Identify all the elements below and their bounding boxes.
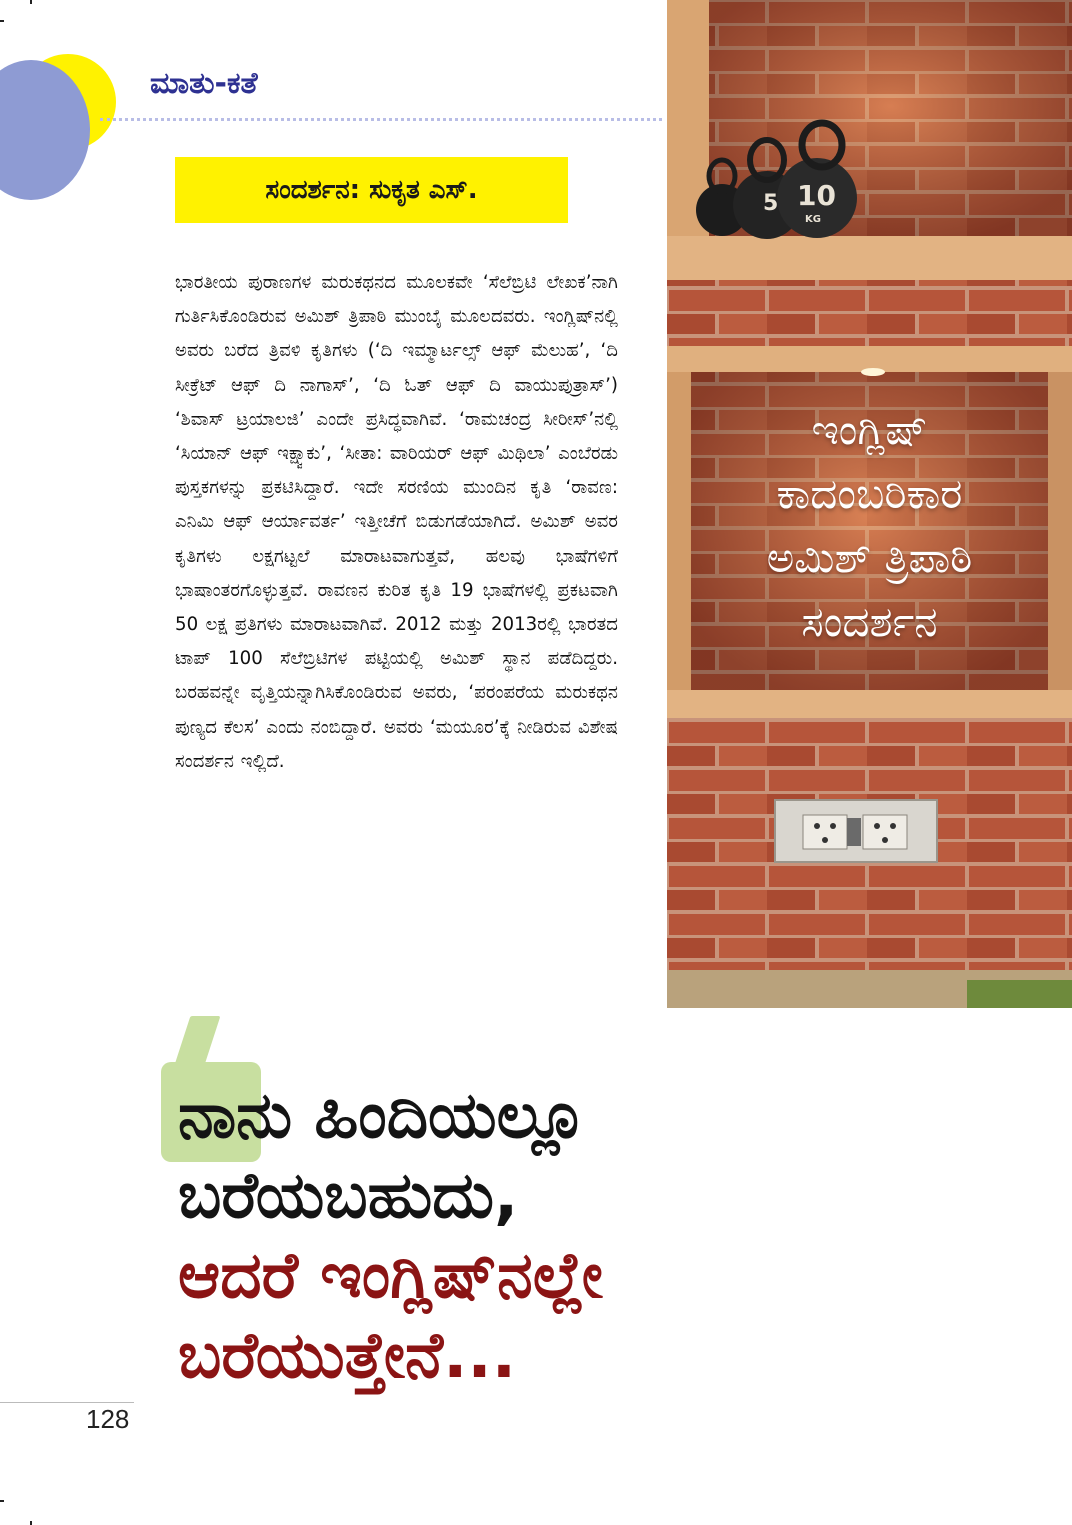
weight-label: 5	[763, 191, 779, 216]
intro-line: ಸರಣಿಯ ಮುಂದಿನ ಕೃತಿ ‘ರಾವಣ: ಎನಿಮಿ ಆಫ್	[175, 477, 618, 533]
intro-line: ಇಕ್ಷ್ವಾಕು’, ‘ಸೀತಾ: ವಾರಿಯರ್ ಆಫ್ ಮಿಥಿಲಾ’	[277, 443, 559, 465]
photo-caption-line: ಕಾದಂಬರಿಕಾರ	[776, 469, 963, 518]
pull-quote-line: ಬರೆಯುತ್ತೇನೆ...	[178, 1319, 517, 1393]
intro-line: ಅವರು ‘ಮಯೂರ’ಕ್ಕೆ ನೀಡಿರುವ ವಿಶೇಷ	[383, 716, 618, 738]
crop-mark	[30, 1521, 32, 1525]
intro-line: ಆರ್ಯಾವರ್ತ’ ಇತ್ತೀಚೆಗೆ ಬಿಡುಗಡೆಯಾಗಿದೆ. ಅಮಿಶ್	[261, 511, 585, 533]
byline-box	[175, 157, 568, 223]
photo-caption	[667, 398, 1072, 654]
byline: ಸಂದರ್ಶನ: ಸುಕೃತ ಎಸ್.	[265, 174, 478, 205]
intro-line: ‘ಶಿವಾಸ್ ಟ್ರಯಾಲಜಿ’ ಎಂದೇ ಪ್ರಸಿದ್ಧವಾಗಿವೆ.	[175, 408, 460, 430]
author-photo	[667, 0, 1072, 1008]
crop-mark	[0, 1500, 4, 1502]
intro-line: ‘ಸೆಲೆಬ್ರಿಟಿ ಲೇಖಕ’ನಾಗಿ ಗುರ್ತಿಸಿಕೊಂಡಿರುವ	[175, 272, 618, 328]
pull-quote-line: ಆದರೆ ಇಂಗ್ಲಿಷ್‌ನಲ್ಲೇ	[178, 1239, 603, 1313]
weight-label: KG	[805, 214, 821, 225]
intro-line: ಹಲವು ಭಾಷೆಗಳಿಗೆ ಭಾಷಾಂತರಗೊಳ್ಳುತ್ತವೆ.	[175, 545, 618, 601]
weight-label: 10	[797, 179, 836, 212]
intro-line: 2013ರಲ್ಲಿ ಭಾರತದ ಟಾಪ್ 100 ಸೆಲೆಬ್ರಿಟಿಗಳ	[175, 614, 618, 670]
intro-line: ರಾವಣನ ಕುರಿತ ಕೃತಿ 19 ಭಾಷೆಗಳಲ್ಲಿ ಪ್ರಕಟವಾಗಿ	[317, 579, 618, 601]
intro-line: ಎಂಬೆರಡು ಪುಸ್ತಕಗಳನ್ನು ಪ್ರಕಟಿಸಿದ್ದಾರೆ. ಇದೇ	[175, 443, 618, 499]
intro-line: 50 ಲಕ್ಷ ಪ್ರತಿಗಳು ಮಾರಾಟವಾಗಿವೆ. 2012 ಮತ್ತು	[175, 614, 491, 636]
intro-line: ಭಾರತೀಯ ಪುರಾಣಗಳ ಮರುಕಥನದ ಮೂಲಕವೇ	[175, 272, 483, 293]
crop-mark	[0, 20, 4, 22]
crop-mark	[30, 0, 32, 4]
pull-quote	[178, 1076, 838, 1396]
photo-caption-line: ಸಂದರ್ಶನ	[801, 597, 938, 646]
intro-line: ಅಮಿಶ್ ತ್ರಿಪಾಠಿ ಮುಂಬೈ ಮೂಲದವರು.	[294, 306, 544, 328]
intro-line: ‘ರಾಮಚಂದ್ರ ಸೀರೀಸ್’ನಲ್ಲಿ ‘ಸಿಯಾನ್ ಆಫ್	[175, 408, 618, 465]
intro-line: ಇಂಗ್ಲಿಷ್‌ನಲ್ಲಿ ಅವರು ಬರೆದ ತ್ರಿವಳಿ ಕೃತಿಗಳು (‘ದಿ	[175, 306, 618, 362]
intro-line: ಮರುಕಥನ ಪುಣ್ಯದ ಕೆಲಸ’ ಎಂದು ನಂಬಿದ್ದಾರೆ.	[175, 682, 618, 738]
intro-line: ಇಮ್ಮಾರ್ಟಲ್ಸ್ ಆಫ್ ಮೆಲುಹ’, ‘ದಿ ಸೀಕ್ರೆಟ್ ಆಫ್	[175, 340, 618, 396]
section-label: ಮಾತು-ಕತೆ	[150, 66, 258, 101]
pull-quote-line: ಬರೆಯಬಹುದು,	[178, 1159, 519, 1233]
dotted-divider	[100, 118, 662, 121]
intro-line: ದಿ ನಾಗಾಸ್’, ‘ದಿ ಓತ್ ಆಫ್ ದಿ ವಾಯುಪುತ್ರಾಸ್’)	[274, 374, 618, 396]
page-number: 128	[86, 1404, 130, 1434]
quote-mark-icon	[174, 1016, 221, 1068]
intro-line: ಅವರ ಕೃತಿಗಳು ಲಕ್ಷಗಟ್ಟಲೆ ಮಾರಾಟವಾಗುತ್ತವೆ,	[175, 511, 618, 567]
pull-quote-line: ನಾನು ಹಿಂದಿಯಲ್ಲೂ	[178, 1079, 587, 1153]
intro-paragraph	[175, 266, 618, 779]
intro-line: ವೃತ್ತಿಯನ್ನಾಗಿಸಿಕೊಂಡಿರುವ ಅವರು, ‘ಪರಂಪರೆಯ	[250, 682, 556, 704]
photo-caption-line: ಇಂಗ್ಲಿಷ್	[811, 405, 928, 454]
intro-line: ಪಟ್ಟಿಯಲ್ಲಿ ಅಮಿಶ್ ಸ್ಥಾನ ಪಡೆದಿದ್ದರು. ಬರಹವನ್ನೇ	[175, 648, 618, 704]
intro-line: ಸಂದರ್ಶನ ಇಲ್ಲಿದೆ.	[175, 750, 285, 772]
photo-caption-line: ಅಮಿಶ್ ತ್ರಿಪಾಠಿ	[766, 533, 973, 582]
footer-divider	[0, 1402, 134, 1403]
